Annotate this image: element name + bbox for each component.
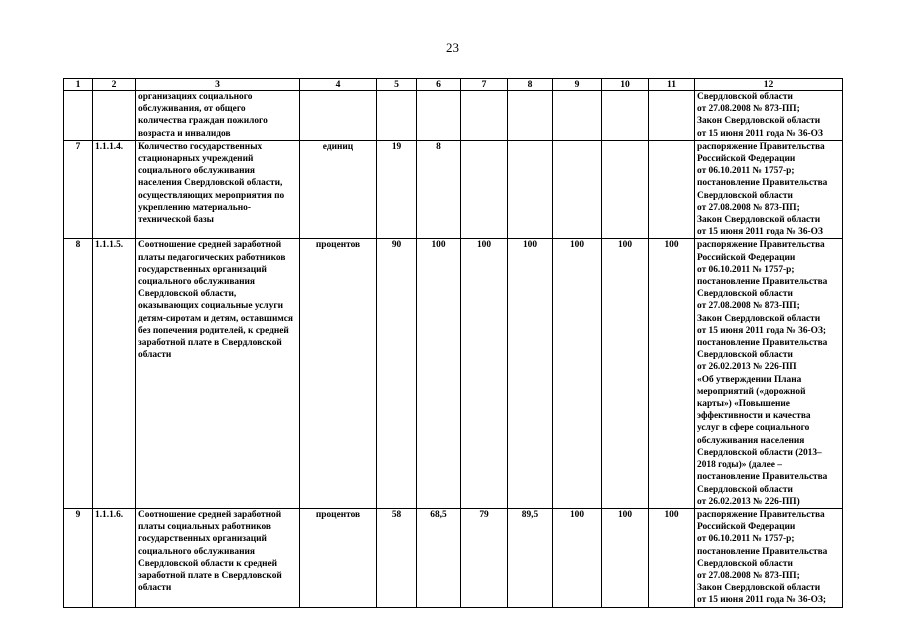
header-cell: 11: [649, 79, 695, 91]
indicator-name: Соотношение средней заработной платы социальных работников государственных организаций социального обслуживания Свердловской области к средней заработной плате в Свердловской области: [136, 508, 300, 607]
unit-cell: процентов: [300, 508, 377, 607]
legal-basis: Свердловской области от 27.08.2008 № 873-ПП; Закон Свердловской области от 15 июня 2011 года № 36-ОЗ: [695, 91, 843, 141]
value-cell: 100: [553, 508, 602, 607]
header-cell: 7: [461, 79, 508, 91]
value-cell: 19: [377, 140, 417, 239]
header-cell: 5: [377, 79, 417, 91]
legal-basis: распоряжение Правительства Российской Федерации от 06.10.2011 № 1757-р; постановление Правительства Свердловской области от 27.08.2008 № 873-ПП; Закон Свердловской области от 15 июня 2011 года № 36-ОЗ;: [695, 508, 843, 607]
value-cell: 100: [602, 508, 649, 607]
value-cell: 89,5: [508, 508, 553, 607]
unit-cell: [300, 91, 377, 141]
row-number: 9: [64, 508, 93, 607]
table-row: [64, 91, 843, 141]
row-number: [64, 91, 93, 141]
value-cell: [461, 140, 508, 239]
table-row: [64, 239, 843, 508]
value-cell: [602, 91, 649, 141]
table-row: [64, 508, 843, 607]
value-cell: 100: [602, 239, 649, 508]
table-row: [64, 140, 843, 239]
header-cell: 3: [136, 79, 300, 91]
table-header-row: [64, 79, 843, 91]
value-cell: [649, 91, 695, 141]
unit-cell: единиц: [300, 140, 377, 239]
header-cell: 4: [300, 79, 377, 91]
value-cell: 90: [377, 239, 417, 508]
indicators-table: [63, 78, 843, 608]
value-cell: 100: [649, 239, 695, 508]
value-cell: [508, 140, 553, 239]
value-cell: [553, 140, 602, 239]
indicator-name: Соотношение средней заработной платы педагогических работников государственных организаций социального обслуживания Свердловской области, оказывающих социальные услуги детям-сиротам и детям, оставшимся без попечения родителей, к средней заработной плате в Свердловской области: [136, 239, 300, 508]
value-cell: [553, 91, 602, 141]
header-cell: 9: [553, 79, 602, 91]
value-cell: [377, 91, 417, 141]
unit-cell: процентов: [300, 239, 377, 508]
row-code: 1.1.1.5.: [93, 239, 136, 508]
value-cell: [649, 140, 695, 239]
value-cell: 79: [461, 508, 508, 607]
header-cell: 8: [508, 79, 553, 91]
header-cell: 12: [695, 79, 843, 91]
value-cell: 100: [649, 508, 695, 607]
value-cell: 100: [508, 239, 553, 508]
value-cell: 100: [553, 239, 602, 508]
legal-basis: распоряжение Правительства Российской Федерации от 06.10.2011 № 1757-р; постановление Правительства Свердловской области от 27.08.2008 № 873-ПП; Закон Свердловской области от 15 июня 2011 года № 36-ОЗ; постановление Правительства Свердловской области от 26.02.2013 № 226-ПП «Об утверждении Плана мероприятий («дорожной карты») «Повышение эффективности и качества услуг в сфере социального обслуживания населения Свердловской области (2013– 2018 годы)» (далее – постановление Правительства Свердловской области от 26.02.2013 № 226-ПП): [695, 239, 843, 508]
value-cell: [461, 91, 508, 141]
value-cell: 100: [417, 239, 461, 508]
value-cell: 8: [417, 140, 461, 239]
row-code: 1.1.1.4.: [93, 140, 136, 239]
legal-basis: распоряжение Правительства Российской Федерации от 06.10.2011 № 1757-р; постановление Правительства Свердловской области от 27.08.2008 № 873-ПП; Закон Свердловской области от 15 июня 2011 года № 36-ОЗ: [695, 140, 843, 239]
header-cell: 6: [417, 79, 461, 91]
row-code: 1.1.1.6.: [93, 508, 136, 607]
row-number: 7: [64, 140, 93, 239]
value-cell: 68,5: [417, 508, 461, 607]
value-cell: [508, 91, 553, 141]
row-code: [93, 91, 136, 141]
indicator-name: организациях социального обслуживания, от общего количества граждан пожилого возраста и инвалидов: [136, 91, 300, 141]
header-cell: 1: [64, 79, 93, 91]
row-number: 8: [64, 239, 93, 508]
value-cell: [417, 91, 461, 141]
page-number: 23: [446, 40, 459, 55]
value-cell: [602, 140, 649, 239]
indicator-name: Количество государственных стационарных учреждений социального обслуживания населения Свердловской области, осуществляющих мероприятия по укреплению материально- технической базы: [136, 140, 300, 239]
header-cell: 2: [93, 79, 136, 91]
value-cell: 58: [377, 508, 417, 607]
value-cell: 100: [461, 239, 508, 508]
header-cell: 10: [602, 79, 649, 91]
